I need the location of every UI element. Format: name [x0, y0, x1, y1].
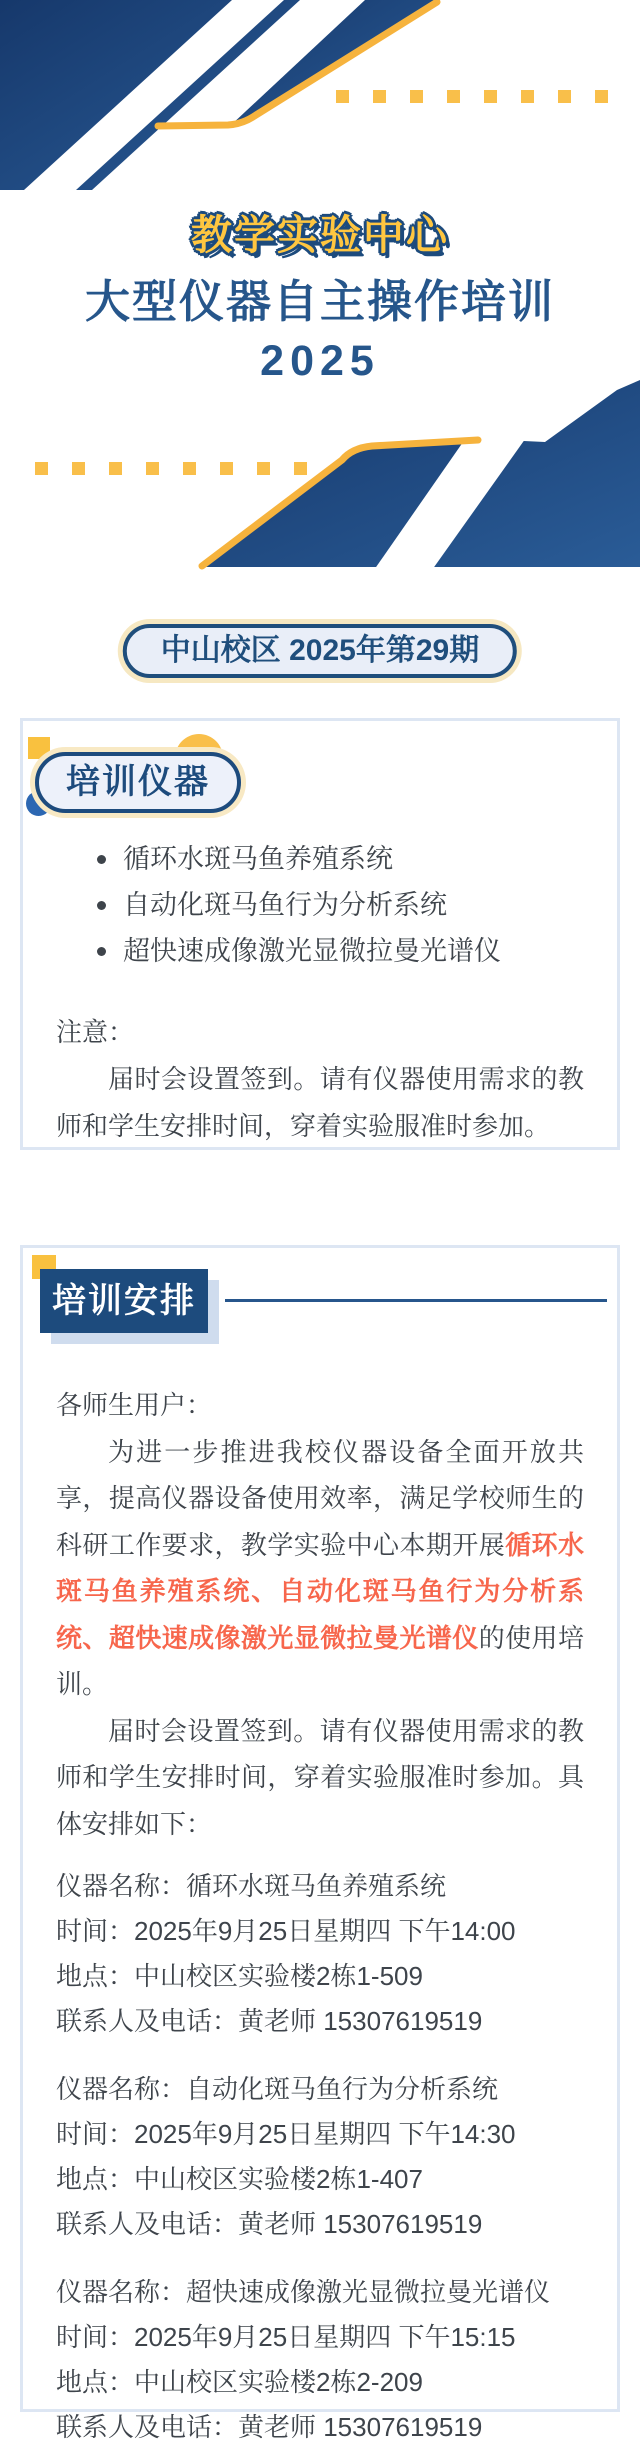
- section-title-instruments: [23, 728, 617, 824]
- yellow-dotted-row: [35, 462, 307, 475]
- note-text: 届时会设置签到。请有仪器使用需求的教师和学生安排时间，穿着实验服准时参加。: [56, 1064, 584, 1141]
- session-time: 时间：2025年9月25日星期四 下午14:00: [56, 1916, 516, 1946]
- poster-year: 2025: [260, 337, 380, 385]
- greeting: 各师生用户：: [56, 1390, 213, 1420]
- schedule-block-1: [56, 1864, 584, 2044]
- notice-paragraph: 届时会设置签到。请有仪器使用需求的教师和学生安排时间，穿着实验服准时参加。具体安排如下：: [56, 1715, 584, 1839]
- note-label: 注意：: [56, 1017, 135, 1047]
- instrument-name: 仪器名称：超快速成像激光显微拉曼光谱仪: [56, 2277, 551, 2307]
- list-item: 超快速成像激光显微拉曼光谱仪: [123, 928, 617, 974]
- schedule-block-2: [56, 2067, 584, 2247]
- intro-highlight: 循环水斑马鱼养殖系统、自动化斑马鱼行为分析系统、超快速成像激光显微拉曼光谱仪: [56, 1529, 584, 1653]
- header-rule: [225, 1299, 607, 1302]
- poster-title: 大型仪器自主操作培训: [84, 276, 555, 327]
- note-block: [56, 1009, 584, 1150]
- top-banner-graphic: [0, 0, 640, 200]
- session-time: 时间：2025年9月25日星期四 下午14:30: [56, 2119, 516, 2149]
- center-name: 教学实验中心: [191, 212, 449, 258]
- instruments-title-pill: 培训仪器: [35, 752, 241, 813]
- section-title-schedule: [23, 1248, 617, 1360]
- intro-paragraph: [56, 1429, 584, 1708]
- training-instruments-card: [20, 718, 620, 1150]
- instrument-name: 仪器名称：自动化斑马鱼行为分析系统: [56, 2074, 499, 2104]
- middle-banner-graphic: [0, 380, 640, 570]
- session-place: 地点：中山校区实验楼2栋1-509: [56, 1961, 423, 1991]
- schedule-title-box: 培训安排: [40, 1269, 208, 1333]
- intro-before: 为进一步推进我校仪器设备全面开放共享，提高仪器设备使用效率，满足学校师生的科研工作要求，教学实验中心本期开展: [56, 1436, 584, 1560]
- session-time: 时间：2025年9月25日星期四 下午15:15: [56, 2322, 516, 2352]
- instrument-list: [23, 836, 617, 974]
- top-left-navy-shape: [0, 0, 300, 190]
- list-item: 循环水斑马鱼养殖系统: [123, 836, 617, 882]
- session-contact: 联系人及电话：黄老师 15307619519: [56, 2006, 483, 2036]
- session-contact: 联系人及电话：黄老师 15307619519: [56, 2209, 483, 2239]
- schedule-body: [56, 1382, 584, 2450]
- intro-after: 的使用培训。: [56, 1622, 584, 1699]
- session-contact: 联系人及电话：黄老师 15307619519: [56, 2412, 483, 2442]
- instrument-name: 仪器名称：循环水斑马鱼养殖系统: [56, 1871, 447, 1901]
- session-badge: 中山校区 2025年第29期: [123, 624, 517, 678]
- schedule-block-3: [56, 2270, 584, 2450]
- training-schedule-card: [20, 1245, 620, 2442]
- list-item: 自动化斑马鱼行为分析系统: [123, 882, 617, 928]
- yellow-square-decor: [28, 737, 50, 759]
- yellow-dotted-row: [336, 90, 608, 103]
- session-place: 地点：中山校区实验楼2栋2-209: [56, 2367, 423, 2397]
- session-place: 地点：中山校区实验楼2栋1-407: [56, 2164, 423, 2194]
